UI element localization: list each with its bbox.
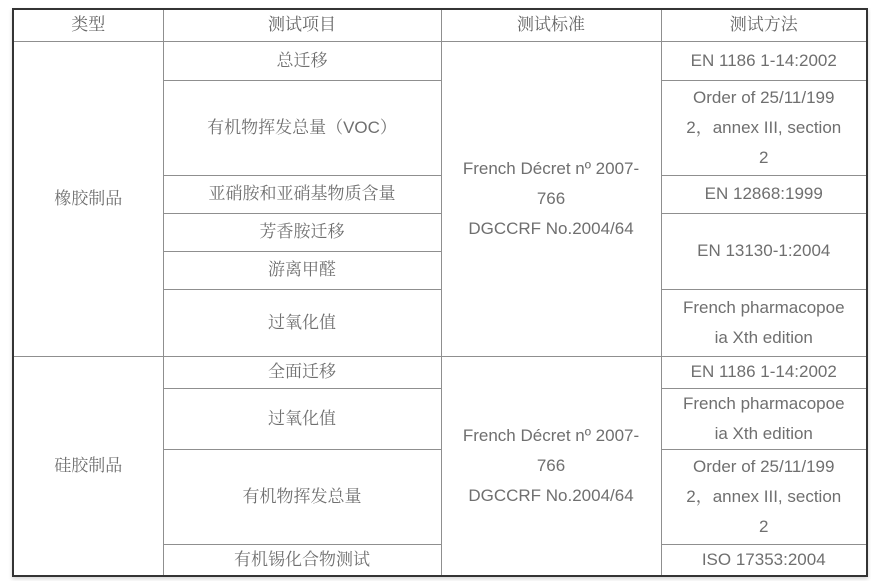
test-standards-table bbox=[12, 8, 868, 577]
type-cell-rubber: 橡胶制品 bbox=[13, 41, 163, 356]
item-cell: 有机锡化合物测试 bbox=[163, 544, 441, 576]
header-test-method: 测试方法 bbox=[661, 9, 867, 41]
header-test-standard: 测试标准 bbox=[441, 9, 661, 41]
method-cell: French pharmacopoeia Xth edition bbox=[661, 289, 867, 356]
standard-cell-rubber bbox=[441, 41, 661, 356]
item-cell: 芳香胺迁移 bbox=[163, 213, 441, 251]
method-cell: EN 13130-1:2004 bbox=[661, 213, 867, 289]
method-cell: French pharmacopoeia Xth edition bbox=[661, 388, 867, 449]
table-row bbox=[13, 41, 867, 80]
method-cell: EN 12868:1999 bbox=[661, 175, 867, 213]
item-cell: 有机物挥发总量（VOC） bbox=[163, 80, 441, 175]
standard-line: French Décret nº 2007-766 bbox=[462, 425, 640, 475]
item-cell: 亚硝胺和亚硝基物质含量 bbox=[163, 175, 441, 213]
standard-line: DGCCRF No.2004/64 bbox=[468, 485, 634, 505]
type-cell-silicone: 硅胶制品 bbox=[13, 356, 163, 576]
method-cell: EN 1186 1-14:2002 bbox=[661, 356, 867, 388]
item-cell: 过氧化值 bbox=[163, 289, 441, 356]
item-cell: 过氧化值 bbox=[163, 388, 441, 449]
standard-cell-silicone bbox=[441, 356, 661, 576]
item-cell: 游离甲醛 bbox=[163, 251, 441, 289]
method-cell: ISO 17353:2004 bbox=[661, 544, 867, 576]
header-type: 类型 bbox=[13, 9, 163, 41]
test-standards-table-wrap bbox=[12, 8, 868, 577]
method-cell: EN 1186 1-14:2002 bbox=[661, 41, 867, 80]
item-cell: 全面迁移 bbox=[163, 356, 441, 388]
header-test-item: 测试项目 bbox=[163, 9, 441, 41]
item-cell: 总迁移 bbox=[163, 41, 441, 80]
standard-line: French Décret nº 2007-766 bbox=[462, 158, 640, 208]
table-row bbox=[13, 356, 867, 388]
item-cell: 有机物挥发总量 bbox=[163, 449, 441, 544]
header-row bbox=[13, 9, 867, 41]
method-cell: Order of 25/11/1992，annex III, section 2 bbox=[661, 80, 867, 175]
standard-line: DGCCRF No.2004/64 bbox=[468, 218, 634, 238]
method-cell: Order of 25/11/1992，annex III, section 2 bbox=[661, 449, 867, 544]
